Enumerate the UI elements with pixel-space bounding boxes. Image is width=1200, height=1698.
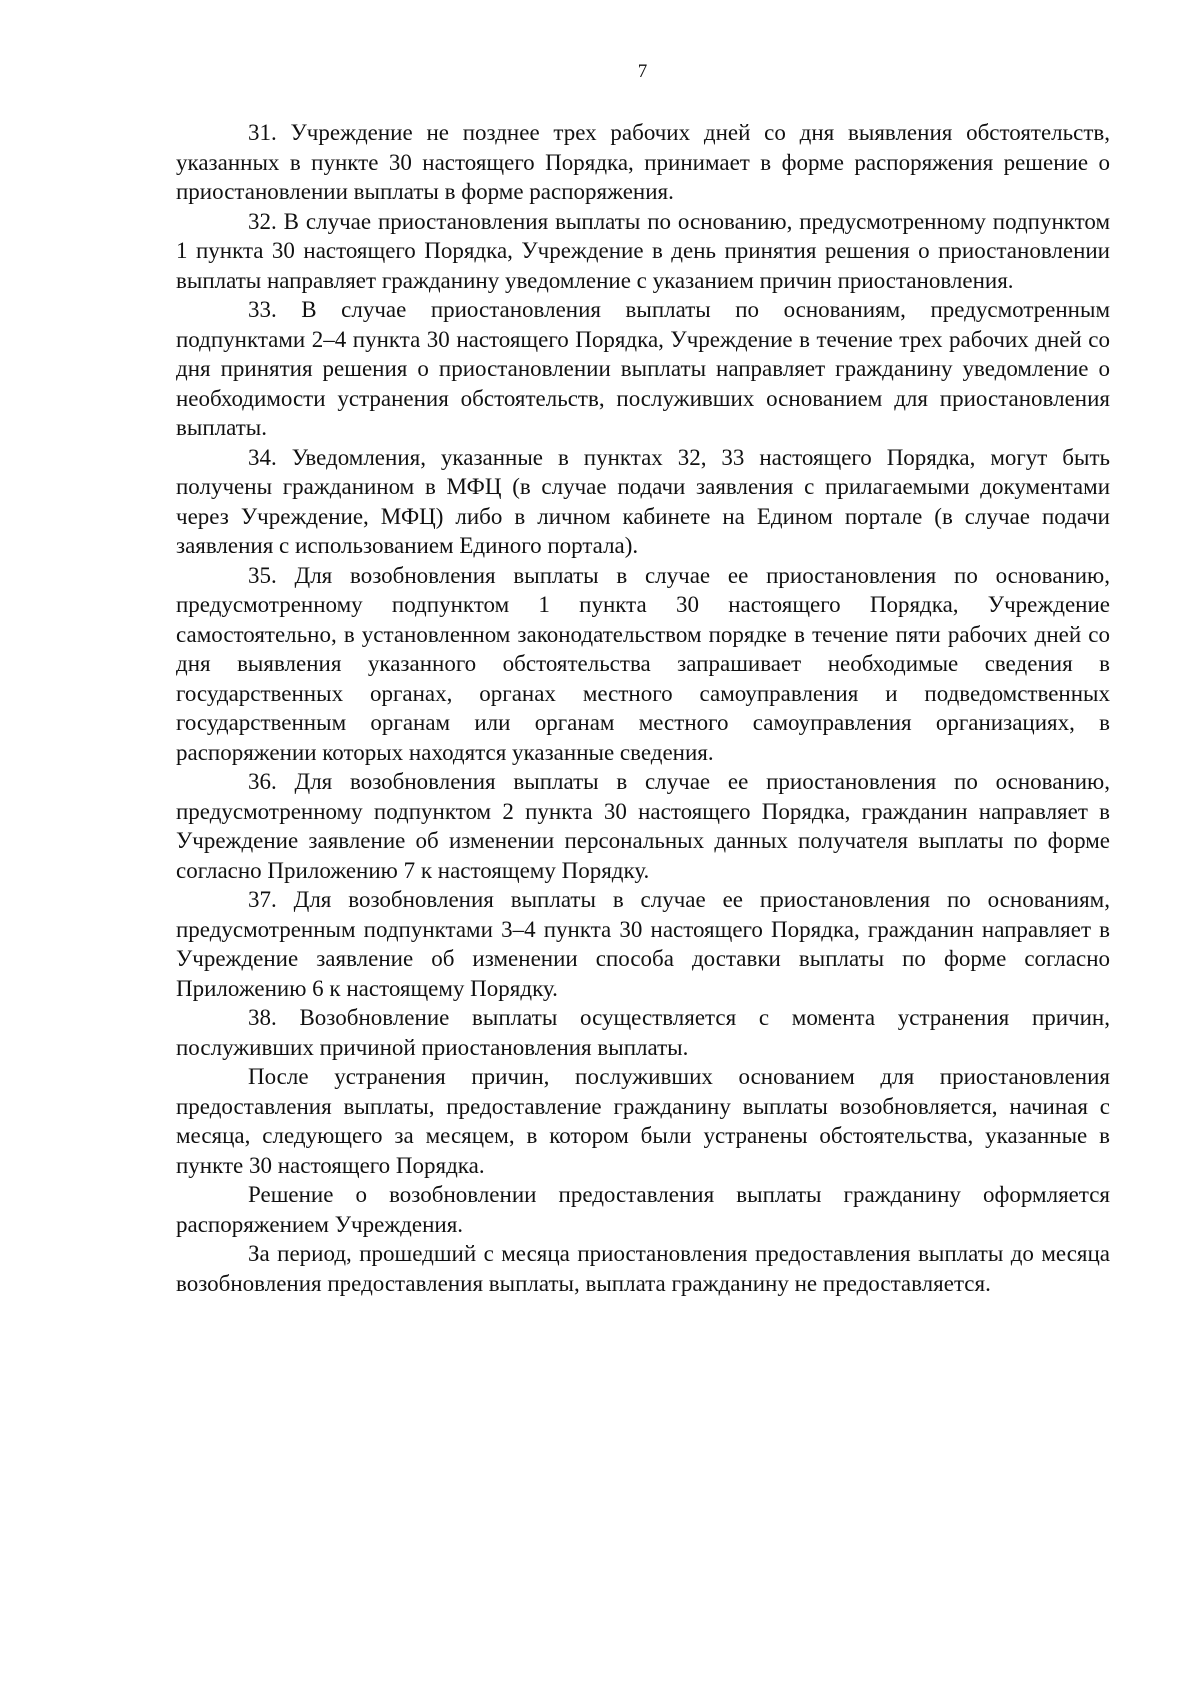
paragraph-31: 31. Учреждение не позднее трех рабочих дней со дня выявления обстоятельств, указанных в пункте 30 настоящего Порядка, принимает в форме распоряжения решение о приостановлении выплаты в форме распоряжения. <box>176 120 1110 204</box>
document-body <box>176 118 1110 1298</box>
paragraph-37: 37. Для возобновления выплаты в случае ее приостановления по основаниям, предусмотренным подпунктами 3–4 пункта 30 настоящего Порядка, гражданин направляет в Учреждение заявление об изменении способа доставки выплаты по форме согласно Приложению 6 к настоящему Порядку. <box>176 887 1110 1001</box>
paragraph-36: 36. Для возобновления выплаты в случае ее приостановления по основанию, предусмотренному подпунктом 2 пункта 30 настоящего Порядка, гражданин направляет в Учреждение заявление об изменении персональных данных получателя выплаты по форме согласно Приложению 7 к настоящему Порядку. <box>176 769 1110 883</box>
paragraph-resumption-terms: После устранения причин, послуживших основанием для приостановления предоставления выплаты, предоставление гражданину выплаты возобновляется, начиная с месяца, следующего за месяцем, в котором были устранены обстоятельства, указанные в пункте 30 настоящего Порядка. <box>176 1064 1110 1178</box>
paragraph-35: 35. Для возобновления выплаты в случае ее приостановления по основанию, предусмотренному подпунктом 1 пункта 30 настоящего Порядка, Учреждение самостоятельно, в установленном законодательством порядке в течение пяти рабочих дней со дня выявления указанного обстоятельства запрашивает необходимые сведения в государственных органах, органах местного самоуправления и подведомственных государственным органам или органам местного самоуправления организациях, в распоряжении которых находятся указанные сведения. <box>176 562 1110 765</box>
paragraph-32: 32. В случае приостановления выплаты по основанию, предусмотренному подпунктом 1 пункта 30 настоящего Порядка, Учреждение в день принятия решения о приостановлении выплаты направляет гражданину уведомление с указанием причин приостановления. <box>176 208 1110 293</box>
paragraph-suspension-period: За период, прошедший с месяца приостановления предоставления выплаты до месяца возобновления предоставления выплаты, выплата гражданину не предоставляется. <box>176 1241 1110 1296</box>
paragraph-33: 33. В случае приостановления выплаты по основаниям, предусмотренным подпунктами 2–4 пункта 30 настоящего Порядка, Учреждение в течение трех рабочих дней со дня принятия решения о приостановлении выплаты направляет гражданину уведомление о необходимости устранения обстоятельств, послуживших основанием для приостановления выплаты. <box>176 297 1110 440</box>
page-number: 7 <box>637 61 648 82</box>
paragraph-resumption-decision: Решение о возобновлении предоставления выплаты гражданину оформляется распоряжением Учреждения. <box>176 1182 1110 1237</box>
paragraph-38: 38. Возобновление выплаты осуществляется с момента устранения причин, послуживших причиной приостановления выплаты. <box>176 1005 1110 1060</box>
paragraph-34: 34. Уведомления, указанные в пунктах 32, 33 настоящего Порядка, могут быть получены гражданином в МФЦ (в случае подачи заявления с прилагаемыми документами через Учреждение, МФЦ) либо в личном кабинете на Едином портале (в случае подачи заявления с использованием Единого портала). <box>176 444 1110 558</box>
